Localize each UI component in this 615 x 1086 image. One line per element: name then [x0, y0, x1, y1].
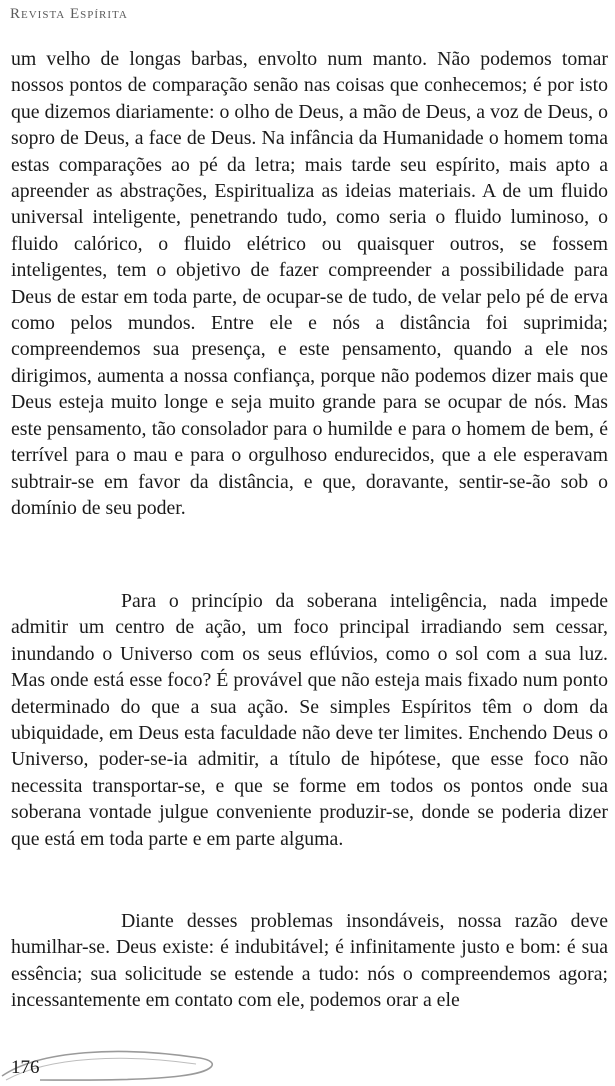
running-head: Revista Espírita [10, 6, 128, 22]
paragraph-text: Diante desses problemas insondáveis, nossa razão deve humilhar-se. Deus existe: é indubitável; é infinitamente justo e bom: é sua essência; sua solicitude se estende a tudo: nós o compreendemos agora; incessantemente em contato com ele, podemos orar a ele [11, 910, 608, 1012]
body-paragraph-1 [11, 46, 608, 521]
body-paragraph-3 [11, 908, 608, 1014]
paragraph-text: um velho de longas barbas, envolto num manto. Não podemos tomar nossos pontos de comparação senão nas coisas que conhecemos; é por isto que dizemos diariamente: o olho de Deus, a mão de Deus, a voz de Deus, o sopro de Deus, a face de Deus. Na infância da Humanidade o homem toma estas comparações ao pé da letra; mais tarde seu espírito, mais apto a apreender as abstrações, Espiritualiza as ideias materiais. A de um fluido universal inteligente, penetrando tudo, como seria o fluido luminoso, o fluido calórico, o fluido elétrico ou quaisquer outros, se fossem inteligentes, tem o objetivo de fazer compreender a possibilidade para Deus de estar em toda parte, de ocupar-se de tudo, de velar pelo pé de erva como pelos mundos. Entre ele e nós a distância foi suprimida; compreendemos sua presença, e este pensamento, quando a ele nos dirigimos, aumenta a nossa confiança, porque não podemos dizer mais que Deus esteja muito longe e seja muito grande para se ocupar de nós. Mas este pensamento, tão consolador para o humilde e para o homem de bem, é terrível para o mau e para o orgulhoso endurecidos, que a ele esperavam subtrair-se em favor da distância, e que, doravante, sentir-se-ão sob o domínio de seu poder. [11, 48, 608, 519]
body-paragraph-2 [11, 588, 608, 852]
paragraph-text: Para o princípio da soberana inteligência, nada impede admitir um centro de ação, um foco principal irradiando sem cessar, inundando o Universo com os seus eflúvios, como o sol com a sua luz. Mas onde está esse foco? É provável que não esteja mais fixado num ponto determinado do que a sua ação. Se simples Espíritos têm o dom da ubiquidade, em Deus esta faculdade não deve ter limites. Enchendo Deus o Universo, poder-se-ia admitir, a título de hipótese, que esse foco não necessita transportar-se, e que se forme em todos os pontos onde sua soberana vontade julgue conveniente produzir-se, donde se poderia dizer que está em toda parte e em parte alguma. [11, 590, 608, 850]
page-number: 176 [11, 1057, 40, 1078]
